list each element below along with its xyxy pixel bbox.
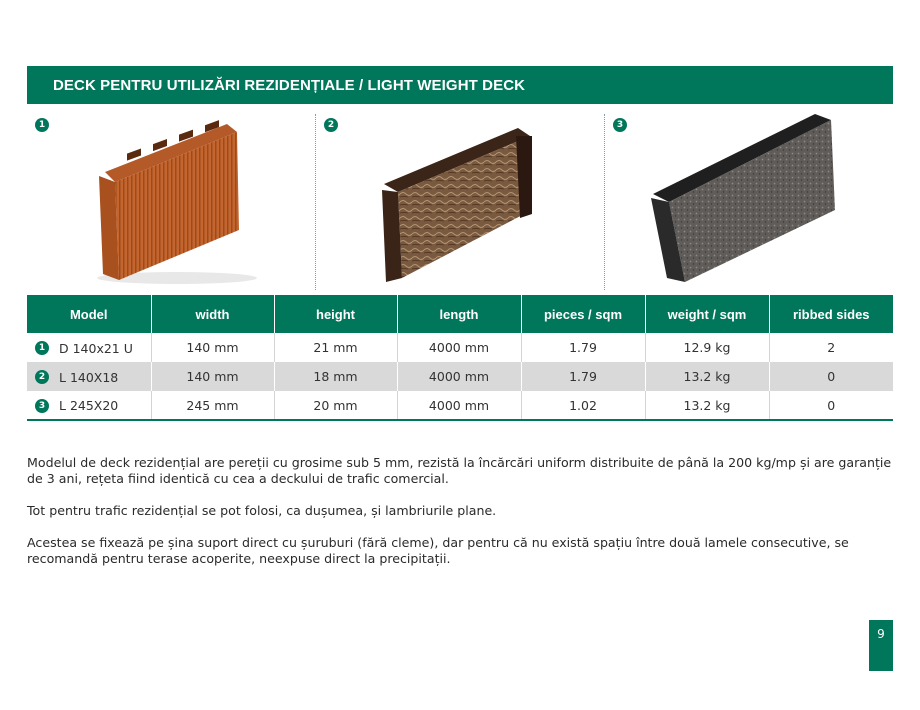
cell-length: 4000 mm <box>397 391 521 420</box>
cell-weight: 12.9 kg <box>645 333 769 362</box>
col-header-length: length <box>397 295 521 333</box>
photo-badge: 2 <box>324 118 338 132</box>
col-header-weight: weight / sqm <box>645 295 769 333</box>
cell-pieces: 1.02 <box>521 391 645 420</box>
deck-board-grey-texture-icon <box>605 110 893 290</box>
col-header-width: width <box>151 295 274 333</box>
cell-ribbed: 0 <box>769 362 893 391</box>
paragraph-planks: Tot pentru trafic rezidențial se pot folosi, ca dușumea, și lambriurile plane. <box>27 503 497 518</box>
cell-ribbed: 0 <box>769 391 893 420</box>
cell-width: 245 mm <box>151 391 274 420</box>
cell-pieces: 1.79 <box>521 333 645 362</box>
product-photo-1 <box>27 110 315 290</box>
model-name: L 245X20 <box>59 398 119 413</box>
cell-weight: 13.2 kg <box>645 362 769 391</box>
cell-length: 4000 mm <box>397 362 521 391</box>
cell-width: 140 mm <box>151 362 274 391</box>
paragraph-description: Modelul de deck rezidențial are pereții cu grosime sub 5 mm, rezistă la încărcări uniform distribuite de până la 200 kg/mp și are garanție de 3 ani, rețeta fiind identică cu cea a deckului de trafic comercial. <box>27 455 892 486</box>
cell-ribbed: 2 <box>769 333 893 362</box>
section-header <box>27 66 893 104</box>
paragraph-installation: Acestea se fixează pe șina suport direct cu șuruburi (fără cleme), dar pentru că nu există spațiu între două lamele consecutive, se recomandă pentru terase acoperite, neexpuse direct la precipitații. <box>27 535 849 566</box>
table-row <box>27 362 893 391</box>
product-photo-3 <box>605 110 893 290</box>
photo-badge: 1 <box>35 118 49 132</box>
cell-length: 4000 mm <box>397 333 521 362</box>
page-number: 9 <box>869 620 893 671</box>
table-row <box>27 333 893 362</box>
cell-model <box>27 333 151 362</box>
spec-table <box>27 295 893 421</box>
deck-board-brown-ribbed-icon <box>27 110 315 290</box>
col-header-height: height <box>274 295 397 333</box>
cell-height: 20 mm <box>274 391 397 420</box>
cell-height: 21 mm <box>274 333 397 362</box>
cell-width: 140 mm <box>151 333 274 362</box>
deck-board-wood-texture-icon <box>316 110 604 290</box>
model-name: L 140X18 <box>59 369 119 385</box>
col-header-ribbed: ribbed sides <box>769 295 893 333</box>
cell-model <box>27 391 151 420</box>
cell-weight: 13.2 kg <box>645 391 769 420</box>
col-header-model: Model <box>27 295 151 333</box>
product-photo-2 <box>316 110 604 290</box>
row-badge: 3 <box>35 399 49 413</box>
product-photos <box>27 110 893 290</box>
photo-badge: 3 <box>613 118 627 132</box>
cell-height: 18 mm <box>274 362 397 391</box>
section-title: DECK PENTRU UTILIZĂRI REZIDENȚIALE / LIGHT WEIGHT DECK <box>53 76 526 94</box>
table-header-row <box>27 295 893 333</box>
model-name: D 140x21 U <box>59 340 133 356</box>
cell-model <box>27 362 151 391</box>
row-badge: 1 <box>35 341 49 355</box>
row-badge: 2 <box>35 370 49 384</box>
cell-pieces: 1.79 <box>521 362 645 391</box>
table-row <box>27 391 893 420</box>
col-header-pieces: pieces / sqm <box>521 295 645 333</box>
